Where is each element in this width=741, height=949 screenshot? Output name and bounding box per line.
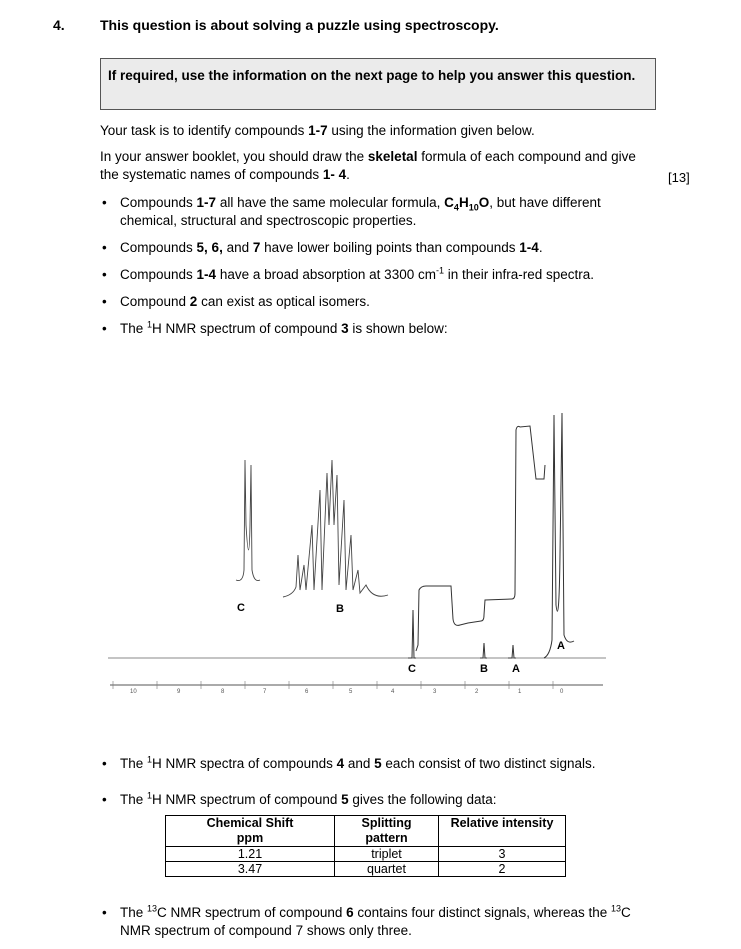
tick-label: 0 (560, 689, 564, 695)
intro-line-3: the systematic names of compounds 1- 4. (100, 167, 350, 182)
integration-trace (416, 426, 545, 651)
table-cell: quartet (335, 862, 439, 877)
main-peak-b (480, 643, 487, 658)
tick-label: 8 (221, 689, 225, 695)
integral-label-c: C (408, 663, 416, 675)
main-peak-c (408, 610, 416, 658)
bullet-icon: • (102, 195, 107, 210)
info-note-box: If required, use the information on the next page to help you answer this question. (100, 58, 656, 110)
tick-label: 6 (305, 689, 309, 695)
bullet-icon: • (102, 294, 107, 309)
table-header-row (166, 816, 566, 847)
bullet-icon: • (102, 792, 107, 807)
tick-label: 5 (349, 689, 353, 695)
peak-label-a: A (557, 640, 565, 652)
table-cell: 1.21 (166, 847, 335, 862)
marks-allocation: [13] (668, 170, 690, 185)
tick-label: 7 (263, 689, 267, 695)
table-cell: 3.47 (166, 862, 335, 877)
tick-label: 10 (130, 689, 137, 695)
tick-label: 3 (433, 689, 437, 695)
question-number: 4. (53, 17, 65, 33)
tick-label: 4 (391, 689, 395, 695)
intro-line-1: Your task is to identify compounds 1-7 using the information given below. (100, 123, 535, 138)
table-cell: triplet (335, 847, 439, 862)
tick-label: 9 (177, 689, 181, 695)
axis-tick-labels (130, 689, 564, 695)
bullet-icon: • (102, 321, 107, 336)
integral-label-b: B (480, 663, 488, 675)
question-title: This question is about solving a puzzle using spectroscopy. (100, 17, 499, 33)
nmr-spectrum-figure (108, 405, 608, 705)
table-header-cell: Chemical Shift ppm (166, 816, 335, 847)
inset-peak-c (236, 460, 260, 581)
table-row (166, 847, 566, 862)
bullet-icon: • (102, 756, 107, 771)
tick-label: 1 (518, 689, 522, 695)
inset-peak-b (283, 460, 388, 597)
integral-label-a: A (512, 663, 520, 675)
table-cell: 3 (439, 847, 566, 862)
intro-line-2: In your answer booklet, you should draw the skeletal formula of each compound and give (100, 149, 636, 164)
tick-label: 2 (475, 689, 479, 695)
peak-label-c: C (237, 602, 245, 614)
table-row (166, 862, 566, 877)
bullet-icon: • (102, 905, 107, 920)
table-header-cell: Relative intensity (439, 816, 566, 847)
main-peak-a (508, 645, 516, 658)
peak-label-b: B (336, 603, 344, 615)
table-header-cell: Splitting pattern (335, 816, 439, 847)
nmr-data-table (165, 815, 566, 877)
table-cell: 2 (439, 862, 566, 877)
main-peak-a-tall (544, 413, 574, 658)
bullet-icon: • (102, 267, 107, 282)
bullet-icon: • (102, 240, 107, 255)
